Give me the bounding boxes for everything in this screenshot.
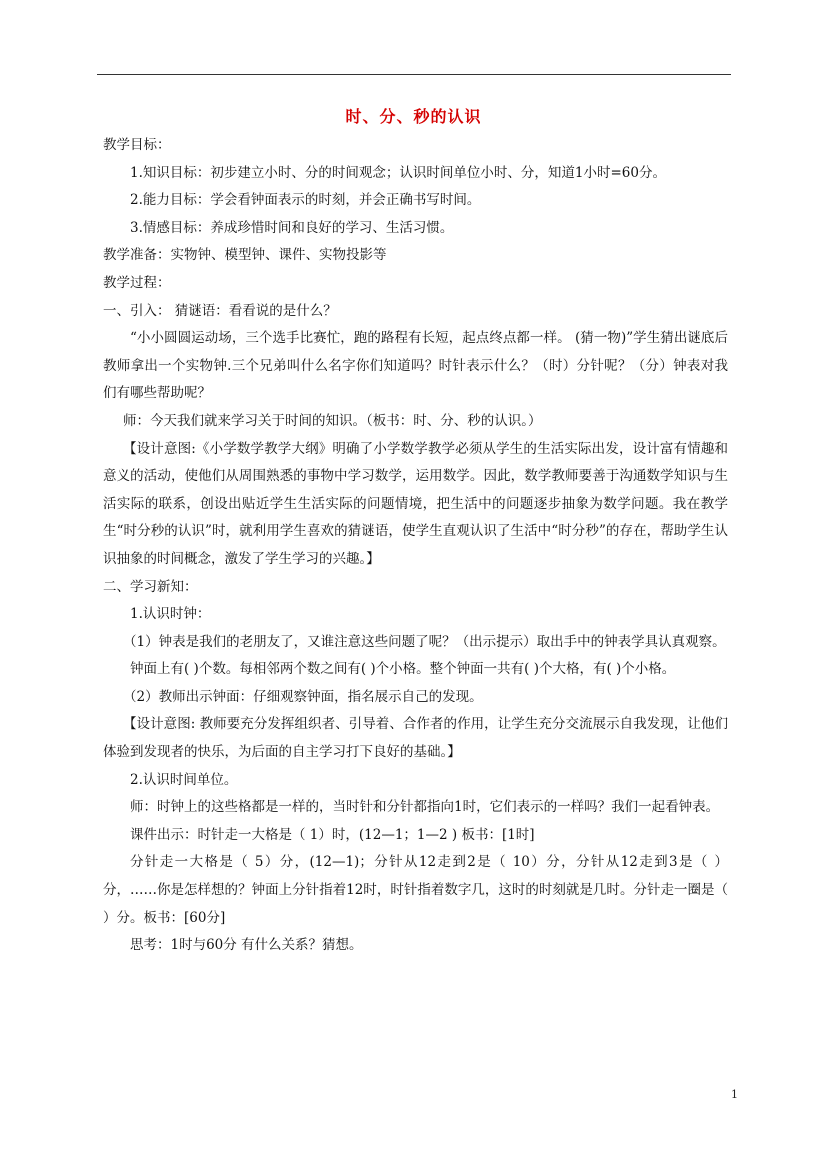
paragraph: 教学过程： xyxy=(103,274,171,291)
paragraph: 教学准备：实物钟、模型钟、课件、实物投影等 xyxy=(103,247,387,264)
header-rule xyxy=(97,74,731,75)
paragraph: 2.认识时间单位。 xyxy=(130,771,238,788)
paragraph: 二、学习新知： xyxy=(103,578,198,595)
paragraph: 【设计意图: 教师要充分发挥组织者、引导着、合作者的作用，让学生充分交流展示自我发现，让他们体验到发现者的快乐，为后面的自主学习打下良好的基础。】 xyxy=(103,716,728,761)
paragraph: （2）教师出示钟面：仔细观察钟面，指名展示自己的发现。 xyxy=(123,688,483,705)
paragraph: 【设计意图:《小学数学教学大纲》明确了小学数学教学必须从学生的生活实际出发，设计富有情趣和意义的活动，使他们从周围熟悉的事物中学习数学，运用数学。因此，数学教师要善于沟通数学知识与生活实际的联系，创设出贴近学生生活实际的问题情境，把生活中的问题逐步抽象为数学问题。我在教学生“时分秒的认识”时，就利用学生喜欢的猜谜语，使学生直观认识了生活中“时分秒”的存在，帮助学生认识抽象的时间概念，激发了学生学习的兴趣。】 xyxy=(103,440,728,567)
paragraph: 师：时钟上的这些格都是一样的，当时针和分针都指向1时，它们表示的一样吗？我们一起看钟表。 xyxy=(130,799,720,816)
paragraph: 3.情感目标：养成珍惜时间和良好的学习、生活习惯。 xyxy=(130,219,454,236)
paragraph: 分针走一大格是（ 5）分，(12—1)；分针从12走到2是（ 10）分，分针从12走到3是（ ）分，……你是怎样想的？钟面上分针指着12时，时针指着数字几，这时的时刻就是几时。分针走一圈是（ ）分。板书：[60分] xyxy=(103,854,728,926)
page-number: 1 xyxy=(731,1088,738,1101)
document-body xyxy=(103,132,728,960)
paragraph: 1.认识时钟： xyxy=(130,606,211,623)
paragraph: 钟面上有( )个数。每相邻两个数之间有( )个小格。整个钟面一共有( )个大格，有( )个小格。 xyxy=(130,661,676,678)
paragraph: 2.能力目标：学会看钟面表示的时刻，并会正确书写时间。 xyxy=(130,192,481,209)
paragraph: 师：今天我们就来学习关于时间的知识。（板书：时、分、秒的认识。） xyxy=(123,412,542,429)
paragraph: 教学目标： xyxy=(103,137,171,153)
paragraph: 1.知识目标：初步建立小时、分的时间观念；认识时间单位小时、分，知道1小时=60分。 xyxy=(130,164,666,181)
paragraph: 一、引入： 猜谜语：看看说的是什么？ xyxy=(103,302,337,319)
paragraph: “小小圆圆运动场，三个选手比赛忙，跑的路程有长短，起点终点都一样。 (猜一物)”学生猜出谜底后教师拿出一个实物钟.三个兄弟叫什么名字你们知道吗？时针表示什么？（时）分针呢？（分）钟表对我们有哪些帮助呢？ xyxy=(103,330,728,402)
paragraph: 课件出示：时针走一大格是（ 1）时，(12—1；1—2 ) 板书：[1时] xyxy=(130,826,535,843)
paragraph: （1）钟表是我们的老朋友了，又谁注意这些问题了呢？（出示提示）取出手中的钟表学具认真观察。 xyxy=(123,633,726,650)
document-title: 时、分、秒的认识 xyxy=(345,107,482,126)
paragraph: 思考：1时与60分 有什么关系？猜想。 xyxy=(130,937,363,954)
